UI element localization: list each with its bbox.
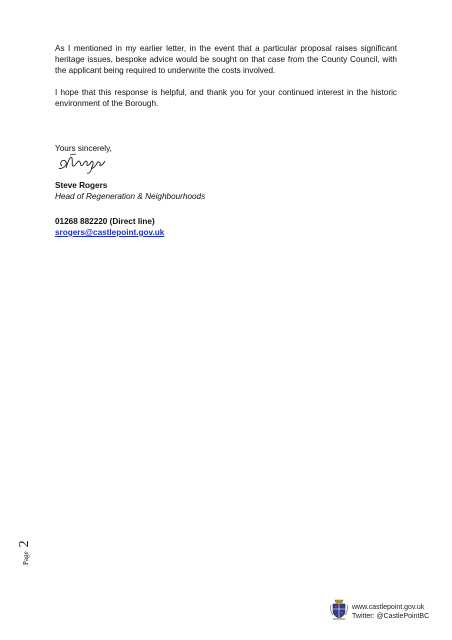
page-number xyxy=(15,535,35,565)
body-paragraph-2: I hope that this response is helpful, and thank you for your continued interest in the historic environment of the Borough. xyxy=(55,88,397,108)
body-paragraph-1: As I mentioned in my earlier letter, in the event that a particular proposal raises significant heritage issues, bespoke advice would be sought on that case from the County Council, with the applicant being required to underwrite the costs involved. xyxy=(55,44,397,75)
signatory-role: Head of Regeneration & Neighbourhoods xyxy=(55,192,206,201)
page-label: Page xyxy=(22,551,30,565)
signatory-name: Steve Rogers xyxy=(55,181,108,190)
footer-twitter[interactable]: Twitter: @CastlePointBC xyxy=(352,613,430,620)
closing-salutation: Yours sincerely, xyxy=(55,144,112,153)
council-crest-icon xyxy=(330,597,348,621)
page-number-value: 2 xyxy=(17,540,32,548)
footer-website[interactable]: www.castlepoint.gov.uk xyxy=(352,604,425,611)
email-link[interactable]: srogers@castlepoint.gov.uk xyxy=(55,228,165,237)
phone-number: 01268 882220 (Direct line) xyxy=(55,217,155,226)
signature-image xyxy=(56,150,116,176)
